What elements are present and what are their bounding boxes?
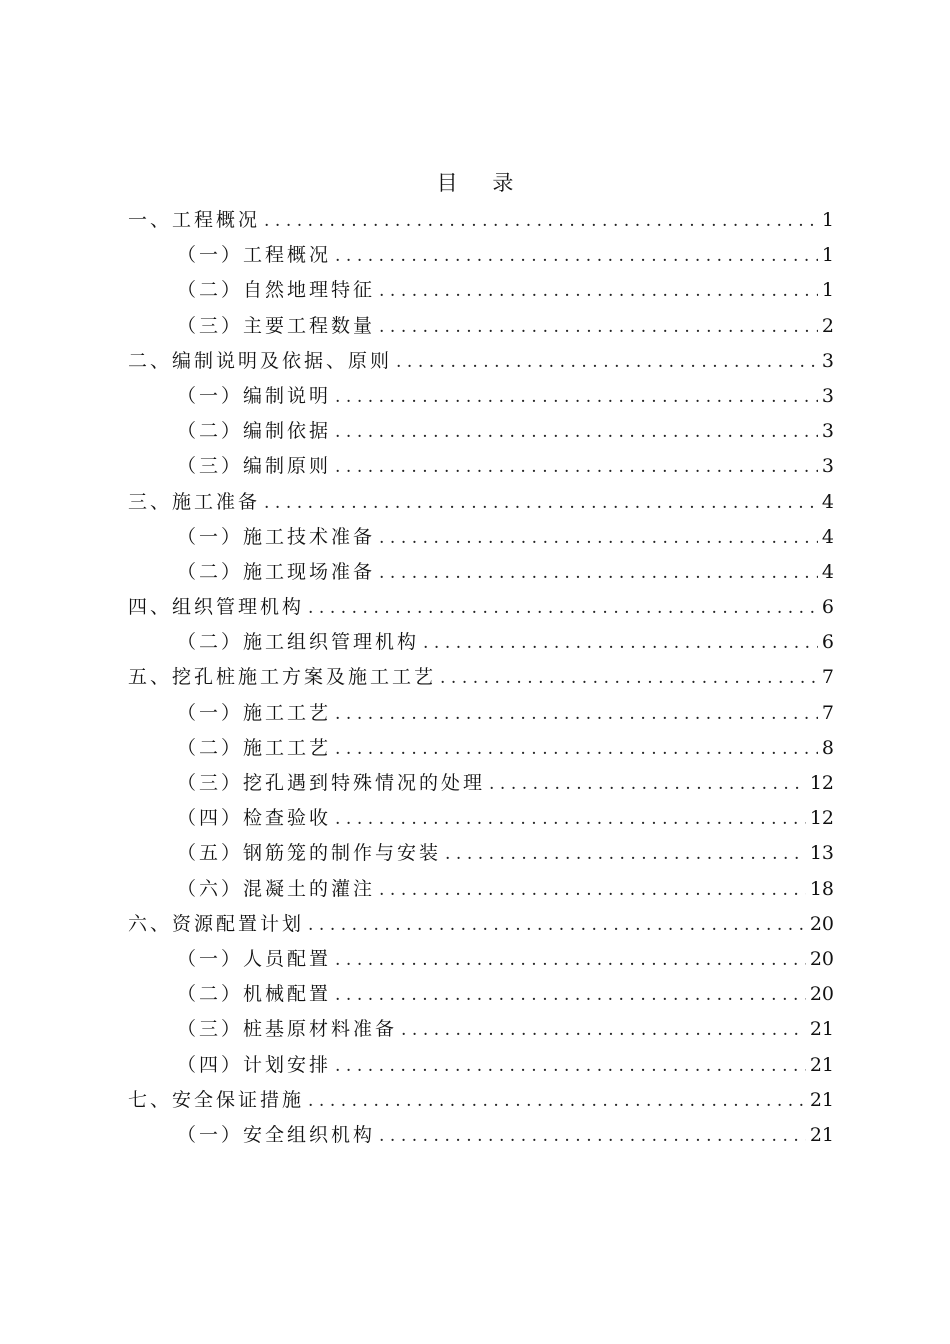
toc-section-entry[interactable] — [128, 907, 834, 942]
toc-entry-title: （二）自然地理特征 — [177, 279, 376, 302]
toc-dot-leader — [308, 908, 806, 943]
toc-dot-leader — [379, 310, 818, 345]
toc-dot-leader — [335, 1049, 806, 1084]
toc-entry-title: （一）安全组织机构 — [177, 1123, 376, 1146]
toc-dot-leader — [379, 274, 818, 309]
toc-subsection-entry[interactable] — [128, 696, 834, 731]
toc-dot-leader — [335, 239, 818, 274]
toc-page-number: 4 — [821, 490, 834, 513]
toc-page-number: 12 — [809, 772, 834, 794]
toc-subsection-entry[interactable] — [128, 379, 834, 414]
toc-dot-leader — [335, 943, 806, 978]
toc-entry-title: 四、组织管理机构 — [128, 596, 305, 619]
toc-entry-title: （二）编制依据 — [177, 420, 332, 443]
toc-page-number: 3 — [821, 455, 834, 478]
toc-dot-leader — [335, 380, 818, 415]
toc-section-entry[interactable] — [128, 203, 834, 238]
toc-dot-leader — [423, 626, 818, 661]
toc-entry-title: 一、工程概况 — [128, 209, 261, 231]
toc-page-number: 20 — [809, 912, 834, 935]
toc-entry-title: （三）编制原则 — [177, 455, 332, 478]
toc-section-entry[interactable] — [128, 590, 834, 625]
toc-entry-title: （一）人员配置 — [177, 947, 332, 970]
toc-entry-title: （三）桩基原材料准备 — [177, 1018, 398, 1041]
toc-entry-title: （一）编制说明 — [177, 384, 332, 407]
toc-page-number: 2 — [821, 314, 834, 337]
toc-page-number: 18 — [809, 877, 834, 900]
toc-subsection-entry[interactable] — [128, 942, 834, 977]
toc-subsection-entry[interactable] — [128, 836, 834, 871]
toc-dot-leader — [335, 450, 818, 485]
toc-dot-leader — [264, 204, 818, 239]
toc-subsection-entry[interactable] — [128, 1012, 834, 1047]
toc-page-number: 1 — [821, 279, 834, 302]
toc-subsection-entry[interactable] — [128, 977, 834, 1012]
toc-page-number: 6 — [821, 596, 834, 619]
toc-page-number: 20 — [809, 947, 834, 970]
toc-page-number: 1 — [821, 209, 834, 231]
toc-page-number: 4 — [821, 560, 834, 583]
toc-dot-leader — [335, 802, 806, 837]
toc-entry-title: （四）检查验收 — [177, 807, 332, 830]
toc-page-number: 21 — [809, 1123, 834, 1146]
toc-entry-title: 二、编制说明及依据、原则 — [128, 349, 393, 372]
toc-page-number: 20 — [809, 983, 834, 1006]
toc-page-number: 7 — [821, 701, 834, 724]
toc-entry-title: （二）机械配置 — [177, 983, 332, 1006]
toc-subsection-entry[interactable] — [128, 238, 834, 273]
toc-entry-title: （五）钢筋笼的制作与安装 — [177, 842, 442, 865]
toc-subsection-entry[interactable] — [128, 414, 834, 449]
toc-subsection-entry[interactable] — [128, 801, 834, 836]
toc-section-entry[interactable] — [128, 344, 834, 379]
toc-dot-leader — [396, 345, 818, 380]
toc-page-number: 21 — [809, 1018, 834, 1041]
toc-subsection-entry[interactable] — [128, 1048, 834, 1083]
toc-subsection-entry[interactable] — [128, 520, 834, 555]
toc-entry-title: （四）计划安排 — [177, 1053, 332, 1076]
toc-dot-leader — [379, 521, 818, 556]
toc-subsection-entry[interactable] — [128, 309, 834, 344]
table-of-contents — [128, 203, 834, 1153]
toc-dot-leader — [335, 978, 806, 1013]
toc-entry-title: （二）施工现场准备 — [177, 560, 376, 583]
toc-dot-leader — [379, 556, 818, 591]
toc-page-number: 13 — [809, 842, 834, 865]
toc-dot-leader — [335, 415, 818, 450]
toc-subsection-entry[interactable] — [128, 1118, 834, 1153]
toc-entry-title: （三）主要工程数量 — [177, 314, 376, 337]
toc-entry-title: （二）施工组织管理机构 — [177, 631, 420, 654]
toc-page-number: 3 — [821, 384, 834, 407]
toc-entry-title: 七、安全保证措施 — [128, 1088, 305, 1111]
toc-dot-leader — [308, 591, 818, 626]
toc-page-number: 21 — [809, 1088, 834, 1111]
toc-entry-title: 六、资源配置计划 — [128, 912, 305, 935]
toc-section-entry[interactable] — [128, 1083, 834, 1118]
toc-page-number: 8 — [821, 736, 834, 759]
toc-subsection-entry[interactable] — [128, 555, 834, 590]
toc-entry-title: （六）混凝土的灌注 — [177, 877, 376, 900]
toc-page-number: 4 — [821, 525, 834, 548]
toc-page-number: 21 — [809, 1053, 834, 1076]
toc-dot-leader — [489, 767, 806, 802]
toc-section-entry[interactable] — [128, 485, 834, 520]
toc-subsection-entry[interactable] — [128, 449, 834, 484]
toc-page-number: 7 — [821, 666, 834, 689]
toc-dot-leader — [379, 873, 806, 908]
toc-entry-title: 五、挖孔桩施工方案及施工工艺 — [128, 666, 437, 689]
toc-subsection-entry[interactable] — [128, 273, 834, 308]
toc-dot-leader — [401, 1013, 806, 1048]
toc-dot-leader — [335, 697, 818, 732]
toc-entry-title: （一）工程概况 — [177, 244, 332, 267]
toc-entry-title: （一）施工技术准备 — [177, 525, 376, 548]
toc-dot-leader — [308, 1084, 806, 1119]
toc-subsection-entry[interactable] — [128, 625, 834, 660]
toc-dot-leader — [379, 1119, 806, 1154]
toc-subsection-entry[interactable] — [128, 731, 834, 766]
page-title: 目 录 — [436, 171, 528, 195]
toc-entry-title: （三）挖孔遇到特殊情况的处理 — [177, 772, 486, 794]
toc-page-number: 3 — [821, 420, 834, 443]
toc-dot-leader — [335, 732, 818, 767]
toc-page-number: 12 — [809, 807, 834, 830]
toc-dot-leader — [440, 661, 818, 696]
toc-page-number: 6 — [821, 631, 834, 654]
toc-subsection-entry[interactable] — [128, 872, 834, 907]
toc-subsection-entry[interactable] — [128, 766, 834, 801]
toc-page-number: 1 — [821, 244, 834, 267]
toc-entry-title: （一）施工工艺 — [177, 701, 332, 724]
toc-entry-title: （二）施工工艺 — [177, 736, 332, 759]
toc-page-number: 3 — [821, 349, 834, 372]
toc-dot-leader — [445, 837, 806, 872]
toc-section-entry[interactable] — [128, 660, 834, 695]
toc-dot-leader — [264, 486, 818, 521]
toc-entry-title: 三、施工准备 — [128, 490, 261, 513]
